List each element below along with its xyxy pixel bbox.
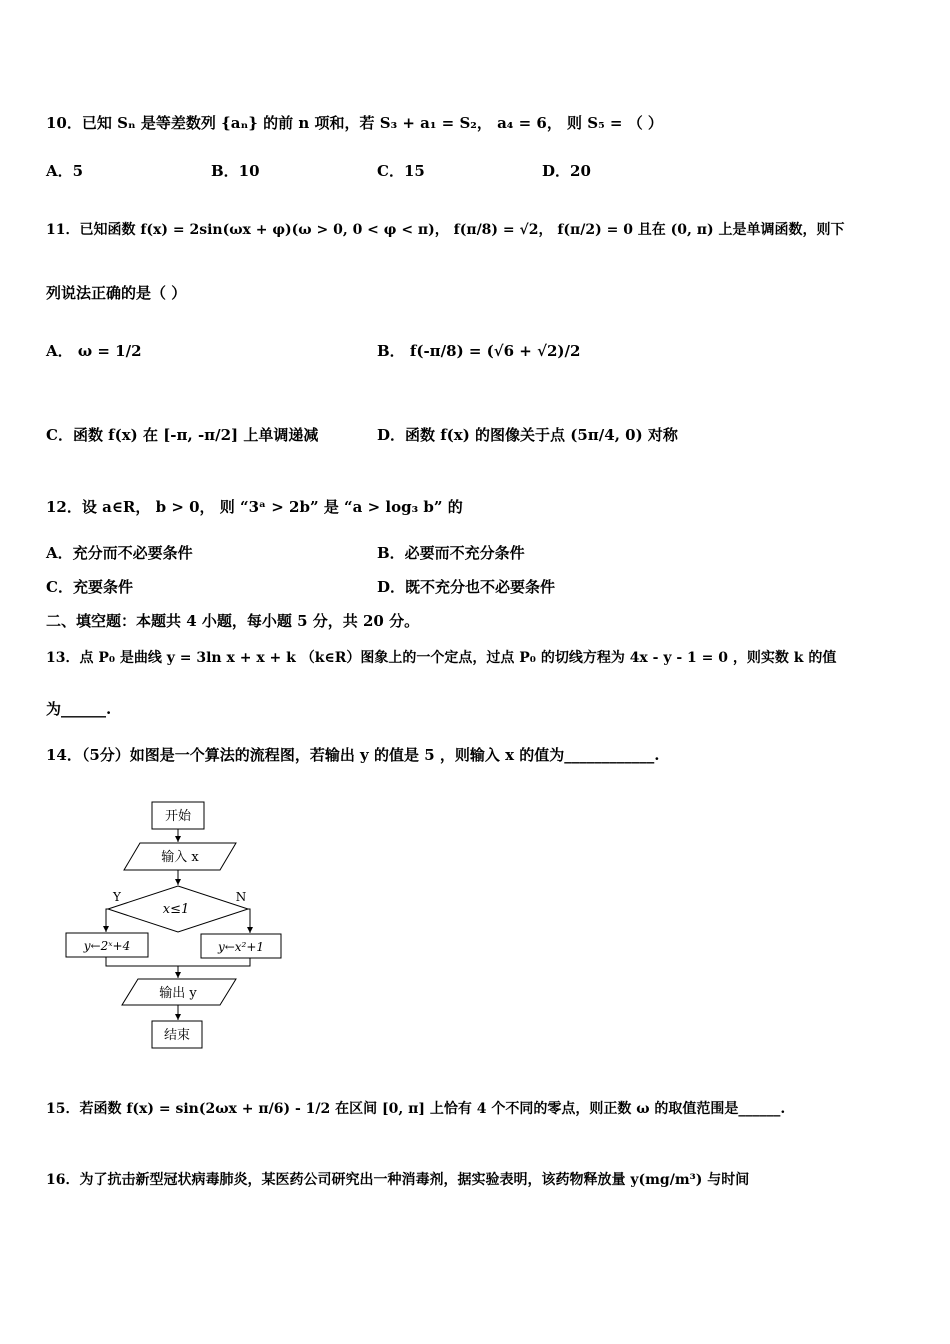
q10-option-c: C．15: [377, 162, 425, 180]
q14-stem: 14．（5分）如图是一个算法的流程图，若输出 y 的值是 5 ，则输入 x 的值为____________.: [46, 746, 660, 764]
q11-stem-cont: 列说法正确的是（ ）: [46, 284, 187, 302]
q13-stem: 13．点 P₀ 是曲线 y = 3ln x + x + k （k∈R）图象上的一个定点，过点 P₀ 的切线方程为 4x - y - 1 = 0 ，则实数 k 的值: [46, 650, 837, 666]
flowchart-output-box: [122, 979, 236, 1005]
q12-stem: 12．设 a∈R， b > 0， 则 “3ᵃ > 2b” 是 “a > log₃ b” 的: [46, 498, 463, 516]
flowchart-start-box: [152, 802, 204, 829]
q11-stem: 11．已知函数 f(x) = 2sin(ωx + φ)(ω > 0, 0 < φ < π)， f(π/8) = √2， f(π/2) = 0 且在 (0, π) 上是单调函数，则下: [46, 222, 845, 238]
flowchart-input-box: [124, 843, 236, 870]
q10-option-b: B．10: [211, 162, 260, 180]
flowchart-right-box: [201, 934, 281, 958]
q12-option-c: C．充要条件: [46, 578, 133, 596]
flowchart-right-assign-label: y←x²+1: [217, 940, 265, 954]
flowchart-start-label: 开始: [164, 809, 192, 824]
flowchart-yes-label: Y: [113, 890, 121, 904]
q11-option-b: B． f(-π/8) = (√6 + √2)/2: [377, 342, 581, 360]
flowchart-decision: [108, 886, 248, 932]
q15-stem: 15．若函数 f(x) = sin(2ωx + π/6) - 1/2 在区间 [0, π] 上恰有 4 个不同的零点，则正数 ω 的取值范围是______.: [46, 1101, 786, 1117]
q12-option-d: D．既不充分也不必要条件: [377, 578, 556, 596]
q11-option-a: A． ω = 1/2: [46, 342, 142, 360]
flowchart-input-label: 输入 x: [161, 850, 199, 865]
flowchart-left-assign-label: y←2ˣ+4: [83, 939, 131, 953]
section-heading-fill-in: 二、填空题：本题共 4 小题，每小题 5 分，共 20 分。: [46, 612, 420, 630]
flowchart-end-box: [152, 1021, 202, 1048]
flowchart-no-label: N: [235, 890, 247, 904]
q10-option-a: A．5: [46, 162, 84, 180]
flowchart-condition-label: x≤1: [162, 902, 190, 917]
q10-stem: 10．已知 Sₙ 是等差数列 {aₙ} 的前 n 项和，若 S₃ + a₁ = S₂， a₄ = 6， 则 S₅ = （ ）: [46, 114, 663, 132]
q11-option-c: C．函数 f(x) 在 [-π, -π/2] 上单调递减: [46, 426, 319, 444]
flowchart-output-label: 输出 y: [159, 986, 197, 1001]
q12-option-b: B．必要而不充分条件: [377, 544, 525, 562]
flowchart-left-box: [66, 933, 148, 957]
q12-option-a: A．充分而不必要条件: [46, 544, 193, 562]
flowchart-end-label: 结束: [163, 1028, 191, 1043]
q10-option-d: D．20: [542, 162, 591, 180]
q16-stem: 16．为了抗击新型冠状病毒肺炎，某医药公司研究出一种消毒剂，据实验表明，该药物释放量 y(mg/m³) 与时间: [46, 1172, 750, 1188]
q11-option-d: D．函数 f(x) 的图像关于点 (5π/4, 0) 对称: [377, 426, 678, 444]
q13-stem-cont: 为______.: [46, 700, 112, 718]
